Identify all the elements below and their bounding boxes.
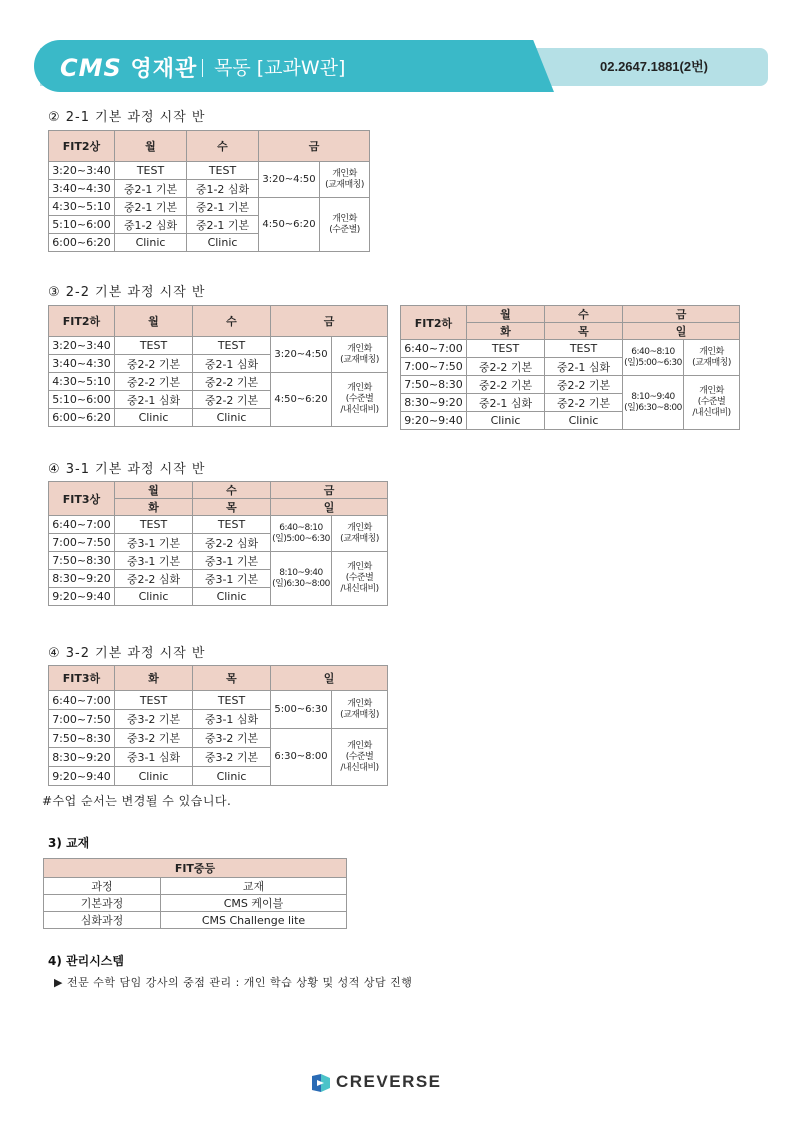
table-cell: 중3-1 심화 — [115, 748, 193, 767]
table-cell: 3:20~4:50 — [259, 162, 320, 198]
table-header: 일 — [271, 666, 388, 691]
table-cell: Clinic — [467, 412, 545, 430]
table-cell: 중2-2 기본 — [545, 376, 623, 394]
table-header: 월 — [467, 306, 545, 323]
section-title-3-2: ④ 3-2 기본 과정 시작 반 — [48, 646, 206, 661]
table-cell: 중2-2 기본 — [467, 376, 545, 394]
section-title-3-1: ④ 3-1 기본 과정 시작 반 — [48, 462, 206, 477]
table-header: 수 — [187, 131, 259, 162]
table-cell: Clinic — [193, 767, 271, 786]
table-cell: 과정 — [44, 878, 161, 895]
table-cell: 8:30~9:20 — [49, 748, 115, 767]
table-cell: 7:00~7:50 — [49, 534, 115, 552]
table-cell: 중2-2 기본 — [115, 355, 193, 373]
table-cell: 중2-2 기본 — [193, 373, 271, 391]
table-cell: 개인화 (교재매칭) — [684, 340, 740, 376]
table-header: 수 — [545, 306, 623, 323]
table-cell: 3:40~4:30 — [49, 180, 115, 198]
table-cell: 기본과정 — [44, 895, 161, 912]
table-cell: TEST — [193, 516, 271, 534]
table-cell: 중2-1 심화 — [115, 391, 193, 409]
timetable-fit3-lower — [48, 665, 388, 786]
table-header: 수 — [193, 306, 271, 337]
table-cell: TEST — [115, 162, 187, 180]
table-header: 화 — [115, 666, 193, 691]
table-header: FIT2하 — [401, 306, 467, 340]
table-cell: 6:40~7:00 — [49, 691, 115, 710]
table-cell: 3:40~4:30 — [49, 355, 115, 373]
table-cell: 중2-1 기본 — [115, 198, 187, 216]
textbook-table — [43, 858, 347, 929]
table-cell: TEST — [187, 162, 259, 180]
table-cell: Clinic — [115, 767, 193, 786]
table-subheader: 화 — [467, 323, 545, 340]
footer-brand-text: CREVERSE — [336, 1072, 442, 1091]
table-cell: 7:50~8:30 — [49, 552, 115, 570]
table-cell: Clinic — [115, 234, 187, 252]
table-subheader: 목 — [545, 323, 623, 340]
table-cell: 9:20~9:40 — [49, 588, 115, 606]
table-cell: Clinic — [187, 234, 259, 252]
table-cell: 5:10~6:00 — [49, 391, 115, 409]
table-header: 금 — [271, 306, 388, 337]
branch-name: 목동 [교과W관] — [214, 57, 346, 79]
table-cell: 중2-1 심화 — [467, 394, 545, 412]
table-cell: 중3-1 기본 — [193, 570, 271, 588]
table-cell: 개인화 (수준별 /내신대비) — [332, 373, 388, 427]
table-cell: TEST — [545, 340, 623, 358]
table-cell: 중1-2 심화 — [115, 216, 187, 234]
table-cell: Clinic — [115, 588, 193, 606]
table-cell: 개인화 (수준별 /내신대비) — [332, 729, 388, 786]
table-cell: 개인화 (교재매칭) — [320, 162, 370, 198]
table-cell: 7:50~8:30 — [401, 376, 467, 394]
timetable-fit2-lower-evening — [400, 305, 740, 430]
phone-number: 02.2647.1881(2번) — [600, 59, 708, 74]
table-cell: 중2-2 심화 — [115, 570, 193, 588]
table-cell: 개인화 (교재매칭) — [332, 691, 388, 729]
table-cell: 7:00~7:50 — [401, 358, 467, 376]
table-header: 월 — [115, 131, 187, 162]
textbook-heading: 3) 교재 — [48, 836, 90, 850]
table-cell: TEST — [115, 516, 193, 534]
footer-brand — [310, 1072, 442, 1093]
table-cell: 중3-1 기본 — [115, 534, 193, 552]
table-cell: 중3-2 기본 — [193, 729, 271, 748]
table-cell: 8:30~9:20 — [401, 394, 467, 412]
timetable-fit2-upper — [48, 130, 370, 252]
table-cell: 5:00~6:30 — [271, 691, 332, 729]
table-cell: 4:50~6:20 — [259, 198, 320, 252]
table-cell: 6:00~6:20 — [49, 234, 115, 252]
table-header: 금 — [623, 306, 740, 323]
cms-logo: CMS 영재관 — [60, 54, 198, 82]
table-subheader: 일 — [623, 323, 740, 340]
table-cell: 9:20~9:40 — [401, 412, 467, 430]
table-header: 금 — [271, 482, 388, 499]
table-cell: 6:40~7:00 — [49, 516, 115, 534]
table-cell: 8:10~9:40 (일)6:30~8:00 — [623, 376, 684, 430]
table-cell: 9:20~9:40 — [49, 767, 115, 786]
table-cell: 7:50~8:30 — [49, 729, 115, 748]
table-cell: 중2-1 기본 — [187, 198, 259, 216]
table-cell: 3:20~4:50 — [271, 337, 332, 373]
table-cell: 8:30~9:20 — [49, 570, 115, 588]
table-cell: Clinic — [115, 409, 193, 427]
table-cell: 6:30~8:00 — [271, 729, 332, 786]
table-cell: 개인화 (수준별 /내신대비) — [332, 552, 388, 606]
table-cell: 중3-1 기본 — [115, 552, 193, 570]
table-cell: Clinic — [193, 409, 271, 427]
textbook-title: FIT중등 — [44, 859, 347, 878]
table-header: FIT2하 — [49, 306, 115, 337]
table-cell: 중2-2 기본 — [545, 394, 623, 412]
table-cell: 중2-2 기본 — [193, 391, 271, 409]
table-cell: Clinic — [193, 588, 271, 606]
table-cell: 심화과정 — [44, 912, 161, 929]
table-cell: 중3-2 기본 — [115, 710, 193, 729]
section-title-2-1: ② 2-1 기본 과정 시작 반 — [48, 110, 206, 125]
table-cell: 중2-2 심화 — [193, 534, 271, 552]
section-title-2-2: ③ 2-2 기본 과정 시작 반 — [48, 285, 206, 300]
table-subheader: 화 — [115, 499, 193, 516]
table-header: 목 — [193, 666, 271, 691]
table-cell: TEST — [115, 337, 193, 355]
table-cell: 중3-2 기본 — [115, 729, 193, 748]
table-cell: 4:30~5:10 — [49, 198, 115, 216]
table-cell: 4:50~6:20 — [271, 373, 332, 427]
table-cell: 중3-1 심화 — [193, 710, 271, 729]
table-header: FIT3하 — [49, 666, 115, 691]
table-cell: 4:30~5:10 — [49, 373, 115, 391]
table-cell: 개인화 (수준별 /내신대비) — [684, 376, 740, 430]
table-cell: 개인화 (수준별) — [320, 198, 370, 252]
table-cell: TEST — [193, 691, 271, 710]
table-cell: 중2-2 기본 — [467, 358, 545, 376]
table-cell: 중3-1 기본 — [193, 552, 271, 570]
management-item — [54, 974, 412, 990]
table-cell: 중2-1 기본 — [115, 180, 187, 198]
table-cell: TEST — [193, 337, 271, 355]
table-cell: 6:40~8:10 (일)5:00~6:30 — [271, 516, 332, 552]
schedule-note: #수업 순서는 변경될 수 있습니다. — [42, 794, 232, 808]
timetable-fit2-lower-weekday — [48, 305, 388, 427]
management-heading: 4) 관리시스템 — [48, 954, 124, 968]
table-cell: CMS Challenge lite — [161, 912, 347, 929]
table-header: FIT3상 — [49, 482, 115, 516]
table-cell: TEST — [115, 691, 193, 710]
header-separator — [202, 59, 203, 77]
table-cell: TEST — [467, 340, 545, 358]
table-cell: 중3-2 기본 — [193, 748, 271, 767]
table-header: 월 — [115, 306, 193, 337]
table-cell: 6:40~7:00 — [401, 340, 467, 358]
table-cell: 3:20~3:40 — [49, 162, 115, 180]
table-header: FIT2상 — [49, 131, 115, 162]
table-cell: 8:10~9:40 (일)6:30~8:00 — [271, 552, 332, 606]
table-cell: 중2-1 기본 — [187, 216, 259, 234]
table-cell: Clinic — [545, 412, 623, 430]
table-cell: 6:40~8:10 (일)5:00~6:30 — [623, 340, 684, 376]
table-cell: 중1-2 심화 — [187, 180, 259, 198]
table-cell: CMS 케이블 — [161, 895, 347, 912]
table-subheader: 목 — [193, 499, 271, 516]
table-cell: 6:00~6:20 — [49, 409, 115, 427]
timetable-fit3-upper — [48, 481, 388, 606]
table-cell: 5:10~6:00 — [49, 216, 115, 234]
table-cell: 중2-1 심화 — [193, 355, 271, 373]
table-cell: 중2-1 심화 — [545, 358, 623, 376]
table-cell: 중2-2 기본 — [115, 373, 193, 391]
table-cell: 7:00~7:50 — [49, 710, 115, 729]
creverse-logo-icon — [310, 1073, 332, 1093]
table-header: 금 — [259, 131, 370, 162]
table-cell: 3:20~3:40 — [49, 337, 115, 355]
table-cell: 개인화 (교재매칭) — [332, 516, 388, 552]
table-cell: 개인화 (교재매칭) — [332, 337, 388, 373]
table-header: 월 — [115, 482, 193, 499]
table-cell: 교재 — [161, 878, 347, 895]
management-text: 전문 수학 담임 강사의 중점 관리 : 개인 학습 상황 및 성적 상담 진행 — [66, 976, 413, 989]
table-header: 수 — [193, 482, 271, 499]
table-subheader: 일 — [271, 499, 388, 516]
bullet-icon: ▶ — [54, 976, 63, 989]
